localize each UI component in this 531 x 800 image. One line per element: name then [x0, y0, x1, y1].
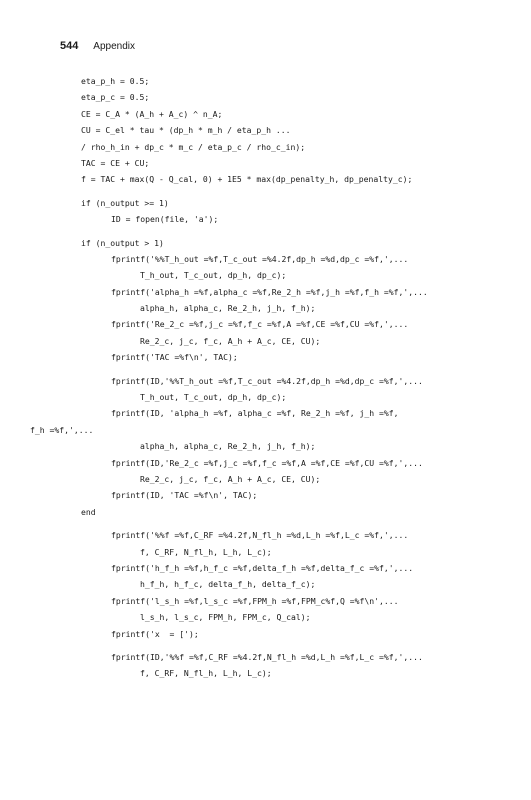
code-line: fprintf('%%T_h_out =%f,T_c_out =%4.2f,dp_h =%d,dp_c =%f,',... [111, 253, 409, 264]
code-line: ID = fopen(file, 'a'); [111, 214, 219, 225]
code-line: TAC = CE + CU; [81, 157, 150, 168]
code-line: T_h_out, T_c_out, dp_h, dp_c); [140, 270, 287, 281]
code-line: Re_2_c, j_c, f_c, A_h + A_c, CE, CU); [140, 473, 321, 484]
code-line: if (n_output > 1) [81, 237, 164, 248]
code-line: alpha_h, alpha_c, Re_2_h, j_h, f_h); [140, 303, 316, 314]
running-head: Appendix [93, 41, 135, 52]
code-line: Re_2_c, j_c, f_c, A_h + A_c, CE, CU); [140, 335, 321, 346]
code-line: fprintf('Re_2_c =%f,j_c =%f,f_c =%f,A =%f,CE =%f,CU =%f,',... [111, 319, 409, 330]
blank-line [30, 642, 510, 649]
code-line: fprintf('TAC =%f\n', TAC); [111, 352, 238, 363]
code-line: fprintf(ID,'%%f =%f,C_RF =%4.2f,N_fl_h =%d,L_h =%f,L_c =%f,',... [111, 651, 423, 662]
code-line: if (n_output >= 1) [81, 197, 169, 208]
code-line: f, C_RF, N_fl_h, L_h, L_c); [140, 668, 272, 679]
code-line: f_h =%f,',... [30, 424, 94, 435]
code-line: fprintf('%%f =%f,C_RF =%4.2f,N_fl_h =%d,L_h =%f,L_c =%f,',... [111, 530, 409, 541]
code-line: l_s_h, l_s_c, FPM_h, FPM_c, Q_cal); [140, 612, 311, 623]
code-line: fprintf('alpha_h =%f,alpha_c =%f,Re_2_h =%f,j_h =%f,f_h =%f,',... [111, 286, 428, 297]
code-line: f, C_RF, N_fl_h, L_h, L_c); [140, 546, 272, 557]
code-line: eta_p_h = 0.5; [81, 76, 150, 86]
page-header [60, 40, 135, 53]
code-line: CU = C_el * tau * (dp_h * m_h / eta_p_h ... [81, 125, 291, 136]
blank-line [30, 366, 510, 373]
page-number: 544 [60, 40, 79, 52]
code-listing [30, 73, 510, 682]
code-line: h_f_h, h_f_c, delta_f_h, delta_f_c); [140, 579, 316, 590]
code-line: fprintf(ID,'%%T_h_out =%f,T_c_out =%4.2f,dp_h =%d,dp_c =%f,',... [111, 375, 423, 386]
code-line: T_h_out, T_c_out, dp_h, dp_c); [140, 392, 287, 403]
code-line: / rho_h_in + dp_c * m_c / eta_p_c / rho_c_in); [81, 141, 306, 152]
code-line: CE = C_A * (A_h + A_c) ^ n_A; [81, 108, 223, 119]
blank-line [30, 188, 510, 195]
code-line: fprintf(ID, 'TAC =%f\n', TAC); [111, 490, 258, 501]
code-line: fprintf('l_s_h =%f,l_s_c =%f,FPM_h =%f,FPM_c%f,Q =%f\n',... [111, 595, 399, 606]
code-line: fprintf(ID,'Re_2_c =%f,j_c =%f,f_c =%f,A =%f,CE =%f,CU =%f,',... [111, 457, 423, 468]
code-line: alpha_h, alpha_c, Re_2_h, j_h, f_h); [140, 441, 316, 452]
blank-line [30, 228, 510, 235]
code-line: f = TAC + max(Q - Q_cal, 0) + 1E5 * max(dp_penalty_h, dp_penalty_c); [81, 174, 413, 185]
blank-line [30, 520, 510, 527]
code-line: fprintf('x = ['); [111, 628, 199, 639]
code-line: eta_p_c = 0.5; [81, 92, 150, 103]
code-line: end [81, 506, 96, 517]
code-line: fprintf('h_f_h =%f,h_f_c =%f,delta_f_h =%f,delta_f_c =%f,',... [111, 562, 414, 573]
code-line: fprintf(ID, 'alpha_h =%f, alpha_c =%f, Re_2_h =%f, j_h =%f, [111, 408, 399, 419]
